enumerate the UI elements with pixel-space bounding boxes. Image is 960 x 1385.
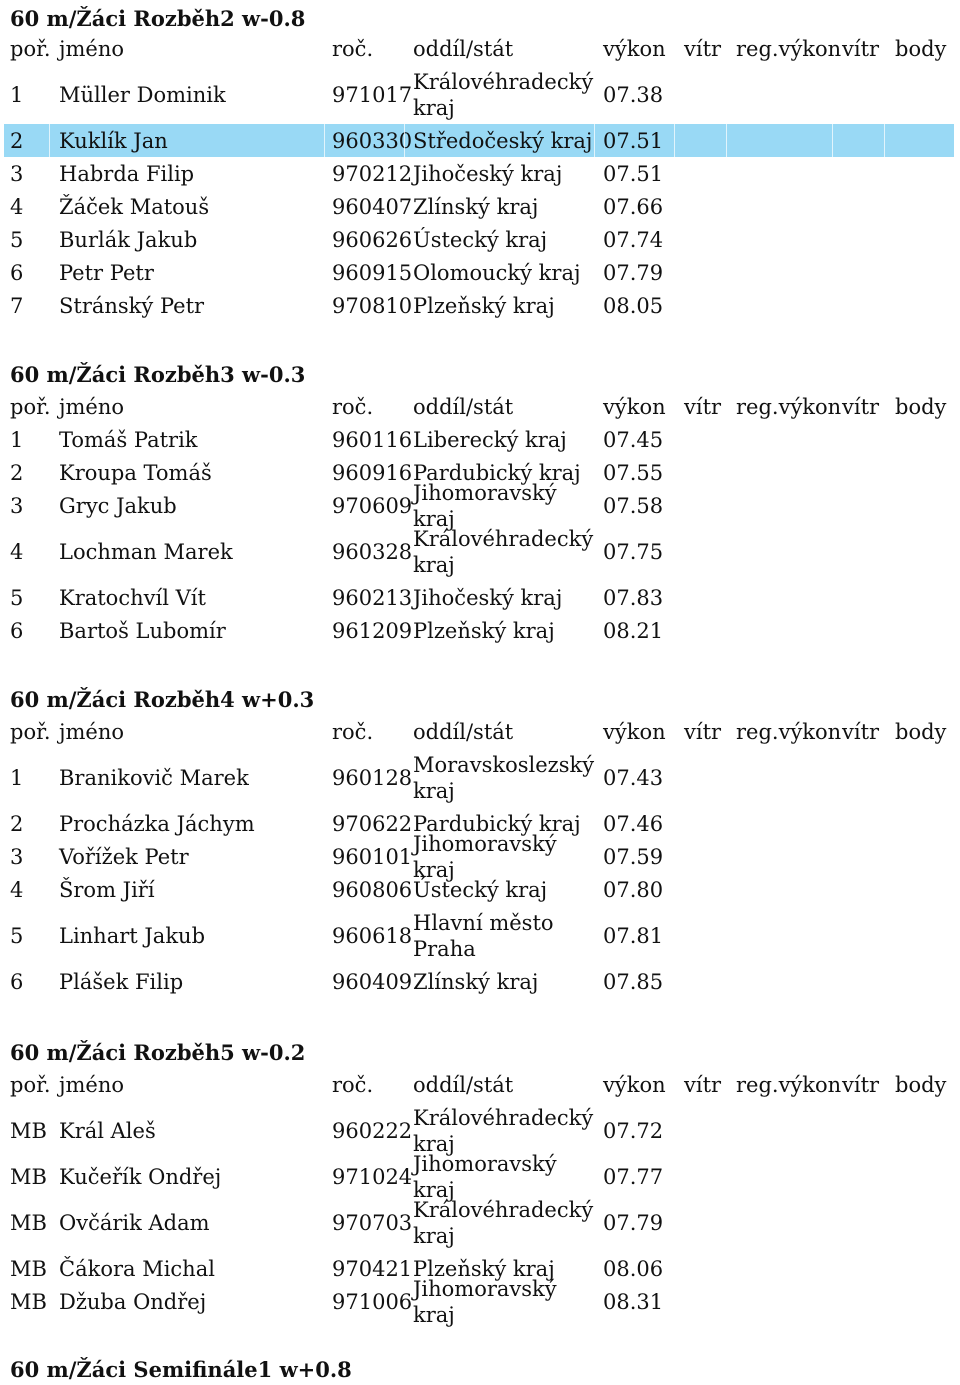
cell-vykon: 08.06 — [603, 1256, 664, 1281]
cell-jmeno: Habrda Filip — [59, 161, 195, 186]
cell-por: 3 — [10, 493, 24, 518]
cell-vykon: 07.85 — [603, 969, 664, 994]
table-row — [4, 906, 954, 965]
header-roc: roč. — [332, 36, 374, 61]
cell-vykon: 07.74 — [603, 227, 664, 252]
table-row — [4, 965, 954, 998]
cell-roc: 970703 — [332, 1210, 413, 1235]
cell-oddil: Plzeňský kraj — [413, 1256, 555, 1281]
cell-divider — [674, 124, 675, 157]
table-header-row — [4, 715, 954, 748]
cell-oddil: Královéhradecký kraj — [413, 1105, 594, 1156]
cell-vykon: 07.38 — [603, 82, 664, 107]
cell-por: 6 — [10, 260, 24, 285]
cell-oddil: Královéhradecký kraj — [413, 1197, 594, 1248]
cell-divider — [49, 124, 50, 157]
header-roc: roč. — [332, 394, 374, 419]
header-roc: roč. — [332, 719, 374, 744]
cell-por: 6 — [10, 618, 24, 643]
cell-oddil: Zlínský kraj — [413, 969, 539, 994]
header-reg-vykon: reg.výkon — [736, 394, 842, 419]
cell-por: MB — [10, 1289, 47, 1314]
cell-oddil: Středočeský kraj — [413, 128, 593, 153]
table-header-row — [4, 1068, 954, 1101]
cell-divider — [726, 124, 727, 157]
cell-jmeno: Kroupa Tomáš — [59, 460, 212, 485]
cell-vykon: 08.21 — [603, 618, 664, 643]
cell-vykon: 07.79 — [603, 260, 664, 285]
table-row — [4, 423, 954, 456]
table-row — [4, 522, 954, 581]
cell-divider — [832, 124, 833, 157]
cell-jmeno: Čákora Michal — [59, 1256, 215, 1281]
cell-jmeno: Tomáš Patrik — [59, 427, 198, 452]
cell-oddil: Moravskoslezský kraj — [413, 752, 595, 803]
cell-roc: 971006 — [332, 1289, 413, 1314]
header-vykon: výkon — [603, 1072, 666, 1097]
cell-jmeno: Plášek Filip — [59, 969, 184, 994]
header-vitr: vítr — [684, 394, 722, 419]
cell-vykon: 07.58 — [603, 493, 664, 518]
header-oddil: oddíl/stát — [413, 719, 514, 744]
cell-por: 1 — [10, 427, 24, 452]
cell-jmeno: Gryc Jakub — [59, 493, 177, 518]
cell-roc: 960915 — [332, 260, 413, 285]
cell-por: MB — [10, 1256, 47, 1281]
cell-por: 1 — [10, 82, 24, 107]
table-row — [4, 581, 954, 614]
cell-jmeno: Kučeřík Ondřej — [59, 1164, 222, 1189]
cell-vykon: 07.51 — [603, 128, 664, 153]
cell-roc: 960116 — [332, 427, 413, 452]
cell-jmeno: Vořížek Petr — [59, 844, 189, 869]
cell-por: 5 — [10, 227, 24, 252]
header-jmeno: jméno — [59, 36, 125, 61]
cell-jmeno: Bartoš Lubomír — [59, 618, 226, 643]
cell-vykon: 07.66 — [603, 194, 664, 219]
cell-jmeno: Branikovič Marek — [59, 765, 249, 790]
cell-roc: 960101 — [332, 844, 413, 869]
cell-roc: 971017 — [332, 82, 413, 107]
cell-vykon: 07.55 — [603, 460, 664, 485]
header-vitr2: vítr — [842, 1072, 880, 1097]
cell-oddil: Ústecký kraj — [413, 227, 548, 252]
cell-vykon: 07.81 — [603, 923, 664, 948]
cell-divider — [594, 124, 595, 157]
cell-divider — [324, 124, 325, 157]
cell-por: 2 — [10, 460, 24, 485]
cell-roc: 960409 — [332, 969, 413, 994]
header-vitr2: vítr — [842, 719, 880, 744]
cell-por: 5 — [10, 585, 24, 610]
cell-roc: 970810 — [332, 293, 413, 318]
cell-por: 4 — [10, 877, 24, 902]
cell-por: MB — [10, 1118, 47, 1143]
cell-divider — [884, 124, 885, 157]
cell-vykon: 07.59 — [603, 844, 664, 869]
section-title: 60 m/Žáci Rozběh4 w+0.3 — [10, 687, 315, 712]
section-title: 60 m/Žáci Rozběh5 w-0.2 — [10, 1040, 306, 1065]
cell-oddil: Liberecký kraj — [413, 427, 567, 452]
cell-vykon: 07.79 — [603, 1210, 664, 1235]
header-vykon: výkon — [603, 394, 666, 419]
cell-vykon: 07.72 — [603, 1118, 664, 1143]
cell-roc: 970212 — [332, 161, 413, 186]
cell-oddil: Jihomoravský kraj — [413, 1276, 557, 1327]
cell-por: 4 — [10, 539, 24, 564]
cell-oddil: Jihomoravský kraj — [413, 831, 557, 882]
header-vitr2: vítr — [842, 394, 880, 419]
header-por: poř. — [10, 394, 51, 419]
header-jmeno: jméno — [59, 719, 125, 744]
cell-roc: 970622 — [332, 811, 413, 836]
table-row — [4, 190, 954, 223]
cell-jmeno: Kratochvíl Vít — [59, 585, 206, 610]
cell-roc: 960407 — [332, 194, 413, 219]
cell-roc: 971024 — [332, 1164, 413, 1189]
header-vykon: výkon — [603, 36, 666, 61]
header-vitr: vítr — [684, 719, 722, 744]
cell-por: 6 — [10, 969, 24, 994]
table-row — [4, 748, 954, 807]
cell-jmeno: Procházka Jáchym — [59, 811, 255, 836]
cell-oddil: Plzeňský kraj — [413, 293, 555, 318]
cell-roc: 960213 — [332, 585, 413, 610]
cell-roc: 960916 — [332, 460, 413, 485]
cell-jmeno: Stránský Petr — [59, 293, 205, 318]
cell-por: 3 — [10, 844, 24, 869]
cell-jmeno: Linhart Jakub — [59, 923, 206, 948]
cell-por: 2 — [10, 811, 24, 836]
cell-oddil: Jihomoravský kraj — [413, 480, 557, 531]
header-reg-vykon: reg.výkon — [736, 36, 842, 61]
header-por: poř. — [10, 1072, 51, 1097]
cell-oddil: Královéhradecký kraj — [413, 69, 594, 120]
table-row — [4, 157, 954, 190]
cell-vykon: 08.05 — [603, 293, 664, 318]
cell-oddil: Jihomoravský kraj — [413, 1151, 557, 1202]
header-body: body — [895, 719, 947, 744]
cell-oddil: Jihočeský kraj — [413, 585, 563, 610]
table-row — [4, 289, 954, 322]
cell-vykon: 07.83 — [603, 585, 664, 610]
cell-jmeno: Petr Petr — [59, 260, 154, 285]
header-por: poř. — [10, 719, 51, 744]
cell-roc: 970421 — [332, 1256, 413, 1281]
header-vitr: vítr — [684, 36, 722, 61]
table-row — [4, 1151, 954, 1202]
header-oddil: oddíl/stát — [413, 394, 514, 419]
cell-oddil: Ústecký kraj — [413, 877, 548, 902]
table-row — [4, 1276, 954, 1327]
cell-roc: 960806 — [332, 877, 413, 902]
header-por: poř. — [10, 36, 51, 61]
header-jmeno: jméno — [59, 394, 125, 419]
table-row — [4, 614, 954, 647]
cell-jmeno: Džuba Ondřej — [59, 1289, 207, 1314]
header-jmeno: jméno — [59, 1072, 125, 1097]
cell-vykon: 07.45 — [603, 427, 664, 452]
cell-oddil: Královéhradecký kraj — [413, 526, 594, 577]
section-title: 60 m/Žáci Rozběh2 w-0.8 — [10, 6, 306, 31]
table-row — [4, 124, 954, 157]
cell-roc: 961209 — [332, 618, 413, 643]
cell-jmeno: Lochman Marek — [59, 539, 233, 564]
header-vitr: vítr — [684, 1072, 722, 1097]
cell-divider — [404, 124, 405, 157]
cell-vykon: 07.75 — [603, 539, 664, 564]
cell-por: MB — [10, 1164, 47, 1189]
header-oddil: oddíl/stát — [413, 36, 514, 61]
cell-oddil: Hlavní město Praha — [413, 910, 554, 961]
header-body: body — [895, 394, 947, 419]
table-row — [4, 65, 954, 124]
header-roc: roč. — [332, 1072, 374, 1097]
table-row — [4, 480, 954, 531]
table-row — [4, 873, 954, 906]
header-vitr2: vítr — [842, 36, 880, 61]
cell-jmeno: Ovčárik Adam — [59, 1210, 210, 1235]
cell-roc: 960128 — [332, 765, 413, 790]
table-row — [4, 831, 954, 882]
cell-vykon: 07.77 — [603, 1164, 664, 1189]
header-vykon: výkon — [603, 719, 666, 744]
cell-jmeno: Kuklík Jan — [59, 128, 168, 153]
table-row — [4, 256, 954, 289]
cell-oddil: Pardubický kraj — [413, 811, 581, 836]
table-row — [4, 223, 954, 256]
header-reg-vykon: reg.výkon — [736, 1072, 842, 1097]
cell-por: 1 — [10, 765, 24, 790]
header-oddil: oddíl/stát — [413, 1072, 514, 1097]
cell-vykon: 07.46 — [603, 811, 664, 836]
cell-oddil: Plzeňský kraj — [413, 618, 555, 643]
table-header-row — [4, 390, 954, 423]
cell-roc: 960330 — [332, 128, 413, 153]
cell-jmeno: Král Aleš — [59, 1118, 156, 1143]
cell-oddil: Jihočeský kraj — [413, 161, 563, 186]
cell-jmeno: Šrom Jiří — [59, 877, 155, 902]
cell-por: 4 — [10, 194, 24, 219]
cell-vykon: 07.80 — [603, 877, 664, 902]
cell-por: 7 — [10, 293, 24, 318]
header-body: body — [895, 1072, 947, 1097]
cell-por: 3 — [10, 161, 24, 186]
cell-oddil: Pardubický kraj — [413, 460, 581, 485]
cell-roc: 960328 — [332, 539, 413, 564]
section-title: 60 m/Žáci Semifinále1 w+0.8 — [10, 1357, 352, 1382]
cell-jmeno: Žáček Matouš — [59, 194, 210, 219]
cell-vykon: 07.51 — [603, 161, 664, 186]
cell-roc: 960222 — [332, 1118, 413, 1143]
section-title: 60 m/Žáci Rozběh3 w-0.3 — [10, 362, 306, 387]
cell-jmeno: Müller Dominik — [59, 82, 226, 107]
table-row — [4, 1193, 954, 1252]
cell-roc: 960626 — [332, 227, 413, 252]
cell-por: MB — [10, 1210, 47, 1235]
header-reg-vykon: reg.výkon — [736, 719, 842, 744]
cell-jmeno: Burlák Jakub — [59, 227, 198, 252]
cell-roc: 970609 — [332, 493, 413, 518]
cell-por: 2 — [10, 128, 24, 153]
header-body: body — [895, 36, 947, 61]
cell-roc: 960618 — [332, 923, 413, 948]
cell-oddil: Zlínský kraj — [413, 194, 539, 219]
cell-por: 5 — [10, 923, 24, 948]
table-header-row — [4, 32, 954, 65]
cell-vykon: 08.31 — [603, 1289, 664, 1314]
cell-vykon: 07.43 — [603, 765, 664, 790]
cell-oddil: Olomoucký kraj — [413, 260, 581, 285]
